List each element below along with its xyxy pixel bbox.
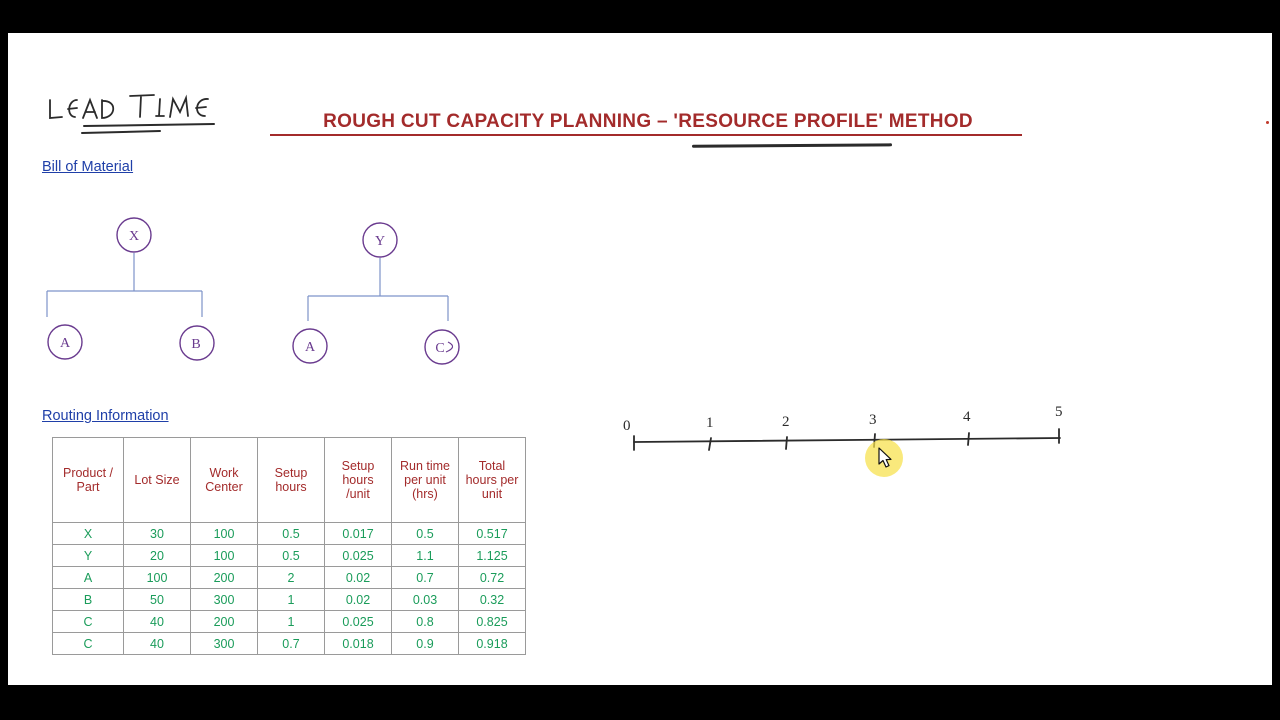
- routing-information-label: Routing Information: [42, 408, 169, 424]
- cell: 1.125: [459, 545, 526, 567]
- cell: 20: [124, 545, 191, 567]
- cell: 0.5: [258, 523, 325, 545]
- cell: 40: [124, 611, 191, 633]
- cell: Y: [53, 545, 124, 567]
- page-title: ROUGH CUT CAPACITY PLANNING – 'RESOURCE PROFILE' METHOD: [323, 111, 973, 132]
- cell: 0.72: [459, 567, 526, 589]
- bom-node-y-child-c: C: [435, 341, 445, 356]
- pointer-dot: [1266, 121, 1269, 124]
- title-underline: [270, 134, 1022, 136]
- table-row: [53, 589, 526, 611]
- cell: 0.03: [392, 589, 459, 611]
- col-header-work-center: Work Center: [191, 438, 258, 523]
- cell: C: [53, 633, 124, 655]
- cell: A: [53, 567, 124, 589]
- cell: 0.9: [392, 633, 459, 655]
- col-header-setup-hours: Setup hours: [258, 438, 325, 523]
- timeline-tick-label-4: 4: [963, 409, 971, 425]
- table-header-row: [53, 438, 526, 523]
- timeline-tick-label-2: 2: [782, 414, 790, 430]
- bom-node-y: Y: [374, 234, 386, 249]
- bom-node-x-child-a: A: [59, 336, 71, 351]
- bom-node-x: X: [128, 229, 140, 244]
- cell: 0.025: [325, 611, 392, 633]
- cell: 40: [124, 633, 191, 655]
- timeline-axis: [603, 388, 1103, 498]
- cell: 0.5: [392, 523, 459, 545]
- cell: 50: [124, 589, 191, 611]
- cell: 0.825: [459, 611, 526, 633]
- cell: 200: [191, 567, 258, 589]
- col-header-lot-size: Lot Size: [124, 438, 191, 523]
- cell: 2: [258, 567, 325, 589]
- cell: 0.02: [325, 589, 392, 611]
- cell: 0.02: [325, 567, 392, 589]
- cell: 0.018: [325, 633, 392, 655]
- bom-node-y-child-a: A: [304, 340, 316, 355]
- cell: 300: [191, 589, 258, 611]
- cell: 100: [124, 567, 191, 589]
- cell: C: [53, 611, 124, 633]
- cell: 0.8: [392, 611, 459, 633]
- cell: 1.1: [392, 545, 459, 567]
- timeline-tick-label-3: 3: [869, 412, 877, 428]
- cell: 0.918: [459, 633, 526, 655]
- table-row: [53, 633, 526, 655]
- cell: 30: [124, 523, 191, 545]
- mouse-cursor-icon: [878, 447, 896, 471]
- col-header-total-hours-per-unit: Total hours per unit: [459, 438, 526, 523]
- routing-information-table: [52, 437, 526, 655]
- whiteboard-canvas[interactable]: [8, 33, 1272, 685]
- timeline-tick-label-1: 1: [706, 415, 714, 431]
- table-row: [53, 567, 526, 589]
- timeline-tick-label-0: 0: [623, 418, 631, 434]
- col-header-product-part: Product / Part: [53, 438, 124, 523]
- table-row: [53, 523, 526, 545]
- cell: B: [53, 589, 124, 611]
- cell: 100: [191, 545, 258, 567]
- bom-node-x-child-b: B: [191, 337, 201, 352]
- timeline-tick-label-5: 5: [1055, 404, 1063, 420]
- cell: 1: [258, 589, 325, 611]
- table-row: [53, 611, 526, 633]
- bill-of-material-diagram: [28, 203, 498, 383]
- cell: 100: [191, 523, 258, 545]
- table-row: [53, 545, 526, 567]
- title-emphasis-underline: [692, 143, 892, 147]
- bill-of-material-label: Bill of Material: [42, 159, 134, 175]
- cell: X: [53, 523, 124, 545]
- cell: 300: [191, 633, 258, 655]
- col-header-setup-hours-per-unit: Setup hours /unit: [325, 438, 392, 523]
- col-header-run-time-per-unit: Run time per unit (hrs): [392, 438, 459, 523]
- cell: 0.5: [258, 545, 325, 567]
- cell: 0.32: [459, 589, 526, 611]
- cell: 1: [258, 611, 325, 633]
- cell: 0.025: [325, 545, 392, 567]
- cell: 0.017: [325, 523, 392, 545]
- cell: 0.517: [459, 523, 526, 545]
- cell: 0.7: [258, 633, 325, 655]
- cell: 0.7: [392, 567, 459, 589]
- handwritten-lead-time-note: [42, 88, 242, 143]
- cell: 200: [191, 611, 258, 633]
